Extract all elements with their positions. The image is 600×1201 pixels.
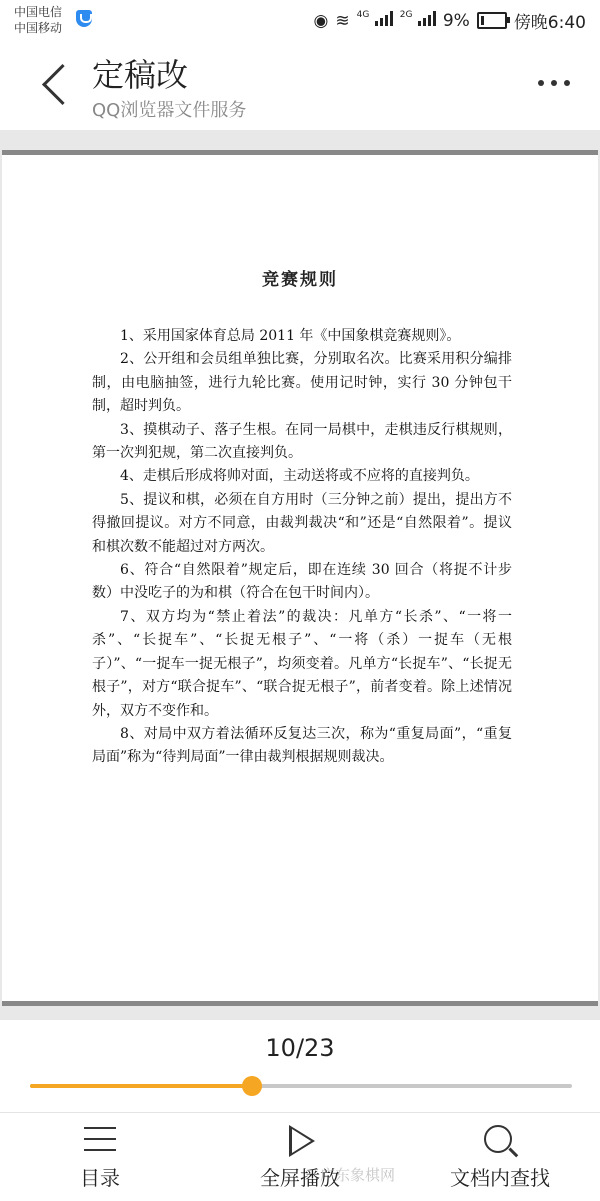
status-bar xyxy=(0,0,600,42)
signal-group-1 xyxy=(357,10,393,31)
shield-icon xyxy=(76,10,92,27)
wifi-icon: ≋ xyxy=(335,10,350,31)
signal-icon xyxy=(375,10,393,26)
network-type-2: 2G xyxy=(399,10,413,20)
carrier-2: 中国移动 xyxy=(14,21,63,35)
play-icon xyxy=(289,1125,315,1157)
bottom-controls xyxy=(0,1020,600,1200)
battery-percent: 9% xyxy=(442,10,470,31)
fullscreen-label: 全屏播放 xyxy=(260,1166,340,1190)
clock: 傍晚6:40 xyxy=(513,13,586,33)
rule-paragraph: 3、摸棋动子、落子生根。在同一局棋中，走棋违反行棋规则，第一次判犯规，第二次直接判负。 xyxy=(92,421,512,462)
toc-button[interactable] xyxy=(0,1113,200,1201)
find-in-document-button[interactable] xyxy=(400,1113,600,1201)
rule-paragraph: 1、采用国家体育总局 2011 年《中国象棋竞赛规则》。 xyxy=(120,328,461,344)
toc-label: 目录 xyxy=(80,1166,120,1190)
page-slider-handle[interactable] xyxy=(242,1076,262,1096)
search-icon xyxy=(484,1125,512,1153)
signal-group-2 xyxy=(400,10,436,31)
rule-paragraph: 8、对局中双方着法循环反复达三次，称为“重复局面”，“重复局面”称为“待判局面”一律由裁判根据规则裁决。 xyxy=(92,725,512,766)
eye-icon: ◉ xyxy=(313,10,329,31)
signal-icon xyxy=(418,10,436,26)
rule-paragraph: 2、公开组和会员组单独比赛，分别取名次。比赛采用积分编排制，由电脑抽签，进行九轮比赛。使用记时钟，实行 30 分钟包干制，超时判负。 xyxy=(92,351,512,415)
rule-paragraph: 4、走棋后形成将帅对面，主动送将或不应将的直接判负。 xyxy=(120,468,479,485)
document-title: 竞赛规则 xyxy=(262,270,338,290)
battery-icon xyxy=(477,12,507,29)
fullscreen-play-button[interactable] xyxy=(200,1113,400,1201)
status-right xyxy=(314,8,586,33)
find-label: 文档内查找 xyxy=(450,1166,550,1190)
back-button[interactable] xyxy=(40,64,70,104)
network-type-1: 4G xyxy=(356,10,370,20)
more-dots-icon xyxy=(551,80,557,86)
list-icon xyxy=(84,1127,116,1153)
rule-paragraph: 7、双方均为“禁止着法”的裁决：凡单方“长杀”、“一将一杀”、“长捉车”、“长捉无根子”、“一将（杀）一捉车（无根子）”、“一捉车一捉无根子”，均须变着。凡单方“长捉车”、“长捉无根子”，对方“联合捉车”、“联合捉无根子”，前者变着。除上述情况外，双方不变作和。 xyxy=(92,608,512,719)
page-title: 定稿改 xyxy=(92,56,189,94)
carrier-1: 中国电信 xyxy=(14,5,63,19)
app-header xyxy=(0,42,600,130)
document-page xyxy=(2,150,598,1006)
rule-paragraph: 5、提议和棋，必须在自方用时（三分钟之前）提出，提出方不得撤回提议。对方不同意，由裁判裁决“和”还是“自然限着”。提议和棋次数不能超过对方两次。 xyxy=(92,491,512,555)
page-slider[interactable] xyxy=(30,1084,572,1088)
more-dots-icon xyxy=(564,80,570,86)
document-body xyxy=(92,325,512,770)
carrier-info xyxy=(14,4,62,36)
more-button[interactable] xyxy=(538,80,570,86)
bottom-toolbar xyxy=(0,1112,600,1201)
more-dots-icon xyxy=(538,80,544,86)
rule-paragraph: 6、符合“自然限着”规定后，即在连续 30 回合（将捉不计步数）中没吃子的为和棋（符合在包干时间内）。 xyxy=(92,562,512,602)
document-viewer[interactable] xyxy=(0,130,600,1020)
page-subtitle: QQ浏览器文件服务 xyxy=(92,100,247,121)
page-slider-fill xyxy=(30,1084,252,1088)
page-counter: 10/23 xyxy=(265,1034,335,1062)
watermark: 广东象棋网 xyxy=(320,1166,396,1184)
